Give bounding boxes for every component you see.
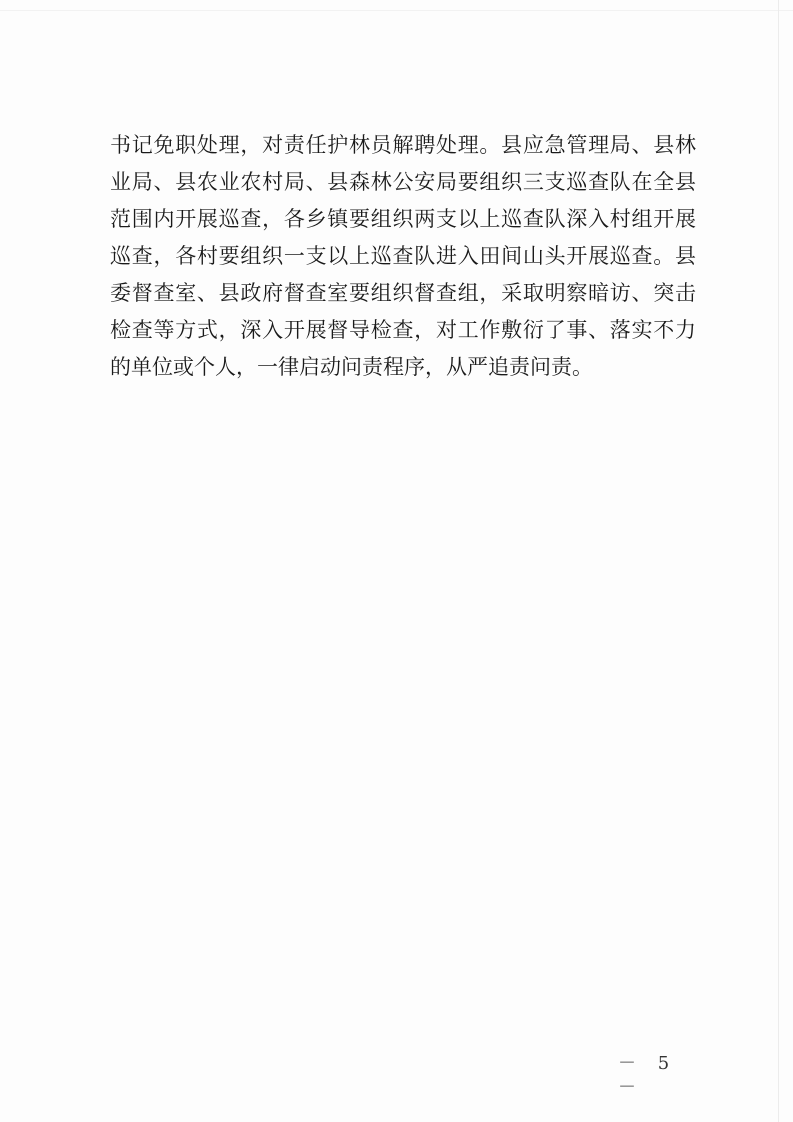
paragraph-line: 业局、县农业农村局、县森林公安局要组织三支巡查队在全县 [110,170,696,194]
paragraph-line: 的单位或个人，一律启动问责程序，从严追责问责。 [110,355,593,379]
body-paragraph [110,127,696,386]
page-number: － 5 － [618,1053,678,1098]
paragraph-line: 检查等方式，深入开展督导检查，对工作敷衍了事、落实不力 [110,318,696,342]
scan-edge-right [778,0,779,1122]
paragraph-line: 巡查，各村要组织一支以上巡查队进入田间山头开展巡查。县 [110,244,696,268]
paragraph-line: 范围内开展巡查，各乡镇要组织两支以上巡查队深入村组开展 [110,207,696,231]
paragraph-line: 委督查室、县政府督查室要组织督查组，采取明察暗访、突击 [110,281,696,305]
paragraph-line: 书记免职处理，对责任护林员解聘处理。县应急管理局、县林 [110,133,696,157]
scan-edge-top [0,10,793,11]
